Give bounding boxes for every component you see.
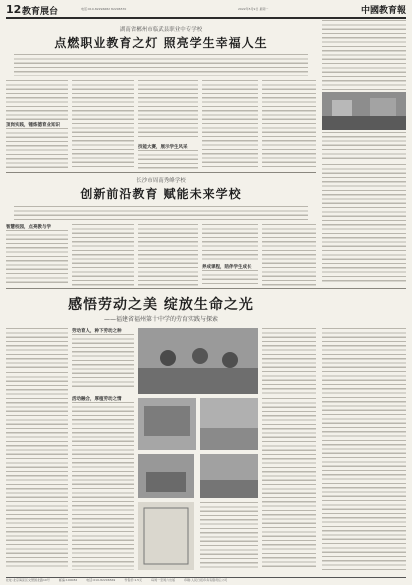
article-kicker: 活动融合，厚植劳动之情 [72,397,122,402]
article-body [138,150,198,170]
article-headline: 点燃职业教育之灯 照亮学生幸福人生 [54,36,268,50]
school-photo [322,92,406,130]
article-body [262,224,316,286]
activity-photo [138,398,196,450]
footer-printer: 印刷:人民日报印务有限责任公司 [184,578,228,582]
article-changsha [6,176,316,286]
article-body [200,502,258,570]
article-body [6,128,68,170]
article-subtitle: 湖南省郴州市临武县职业中专学校 [119,27,203,33]
section-title: 教育展台 [22,7,59,17]
footer-postcode: 邮编:100082 [58,578,78,582]
article-body [202,270,258,286]
divider [6,172,316,173]
article-body [262,398,316,570]
right-column-text [322,20,406,160]
footer-price: 零售价:1.5元 [124,578,143,582]
article-body [202,80,258,170]
article-body [202,224,258,260]
article-kicker: 技能大赛，展示学生风采 [138,145,188,150]
article-body [322,328,406,570]
article-subtitle: ——福建省福州第十中学的劳育实践与探索 [103,316,218,323]
article-body [72,402,134,570]
article-kicker: 智慧校园，点亮教与学 [6,225,51,230]
header-date: 2022年5月9日 星期一 [238,7,269,11]
article-intro [14,54,308,76]
article-intro [6,328,68,368]
article-body [72,224,134,286]
page-number: 12 [6,3,22,16]
article-body [262,80,316,170]
page-header [6,3,406,19]
article-body [6,372,68,570]
garden-photo [200,454,258,498]
divider [6,288,406,289]
article-body [138,224,198,286]
article-intro [14,206,308,220]
footer-phone: 电话:010-82296569 [86,578,116,582]
article-fuzhou [6,292,406,572]
classroom-photo [138,502,194,570]
article-headline: 感悟劳动之美 绽放生命之光 [68,297,254,313]
footer-address: 社址:北京海淀区文慧园北路10号 [6,578,50,582]
article-body [72,80,134,170]
workshop-photo [138,454,194,498]
article-headline: 创新前沿教育 赋能未来学校 [80,187,242,201]
header-meta: 电话:010-82296682 82296570 [81,7,127,11]
article-body [262,328,316,394]
article-body [138,80,198,140]
article-body [6,80,68,120]
right-column-text [322,164,406,284]
field-photo [200,398,258,450]
page-footer [6,577,406,585]
article-kicker: 养成课程，陪伴学生成长 [202,265,252,270]
footer-schedule: 每周一至周六出版 [151,578,176,582]
article-body [6,230,68,286]
article-body [72,334,134,390]
masthead-logo: 中國教育報 [360,6,406,16]
students-photo [138,328,258,394]
article-kicker: 劳动育人，种下劳动之种 [72,329,122,334]
article-kicker: 顶岗实践，锤炼德育业知识 [6,123,60,128]
article-subtitle: 长沙市周南秀峰学校 [136,178,186,184]
article-hunan [6,20,316,170]
